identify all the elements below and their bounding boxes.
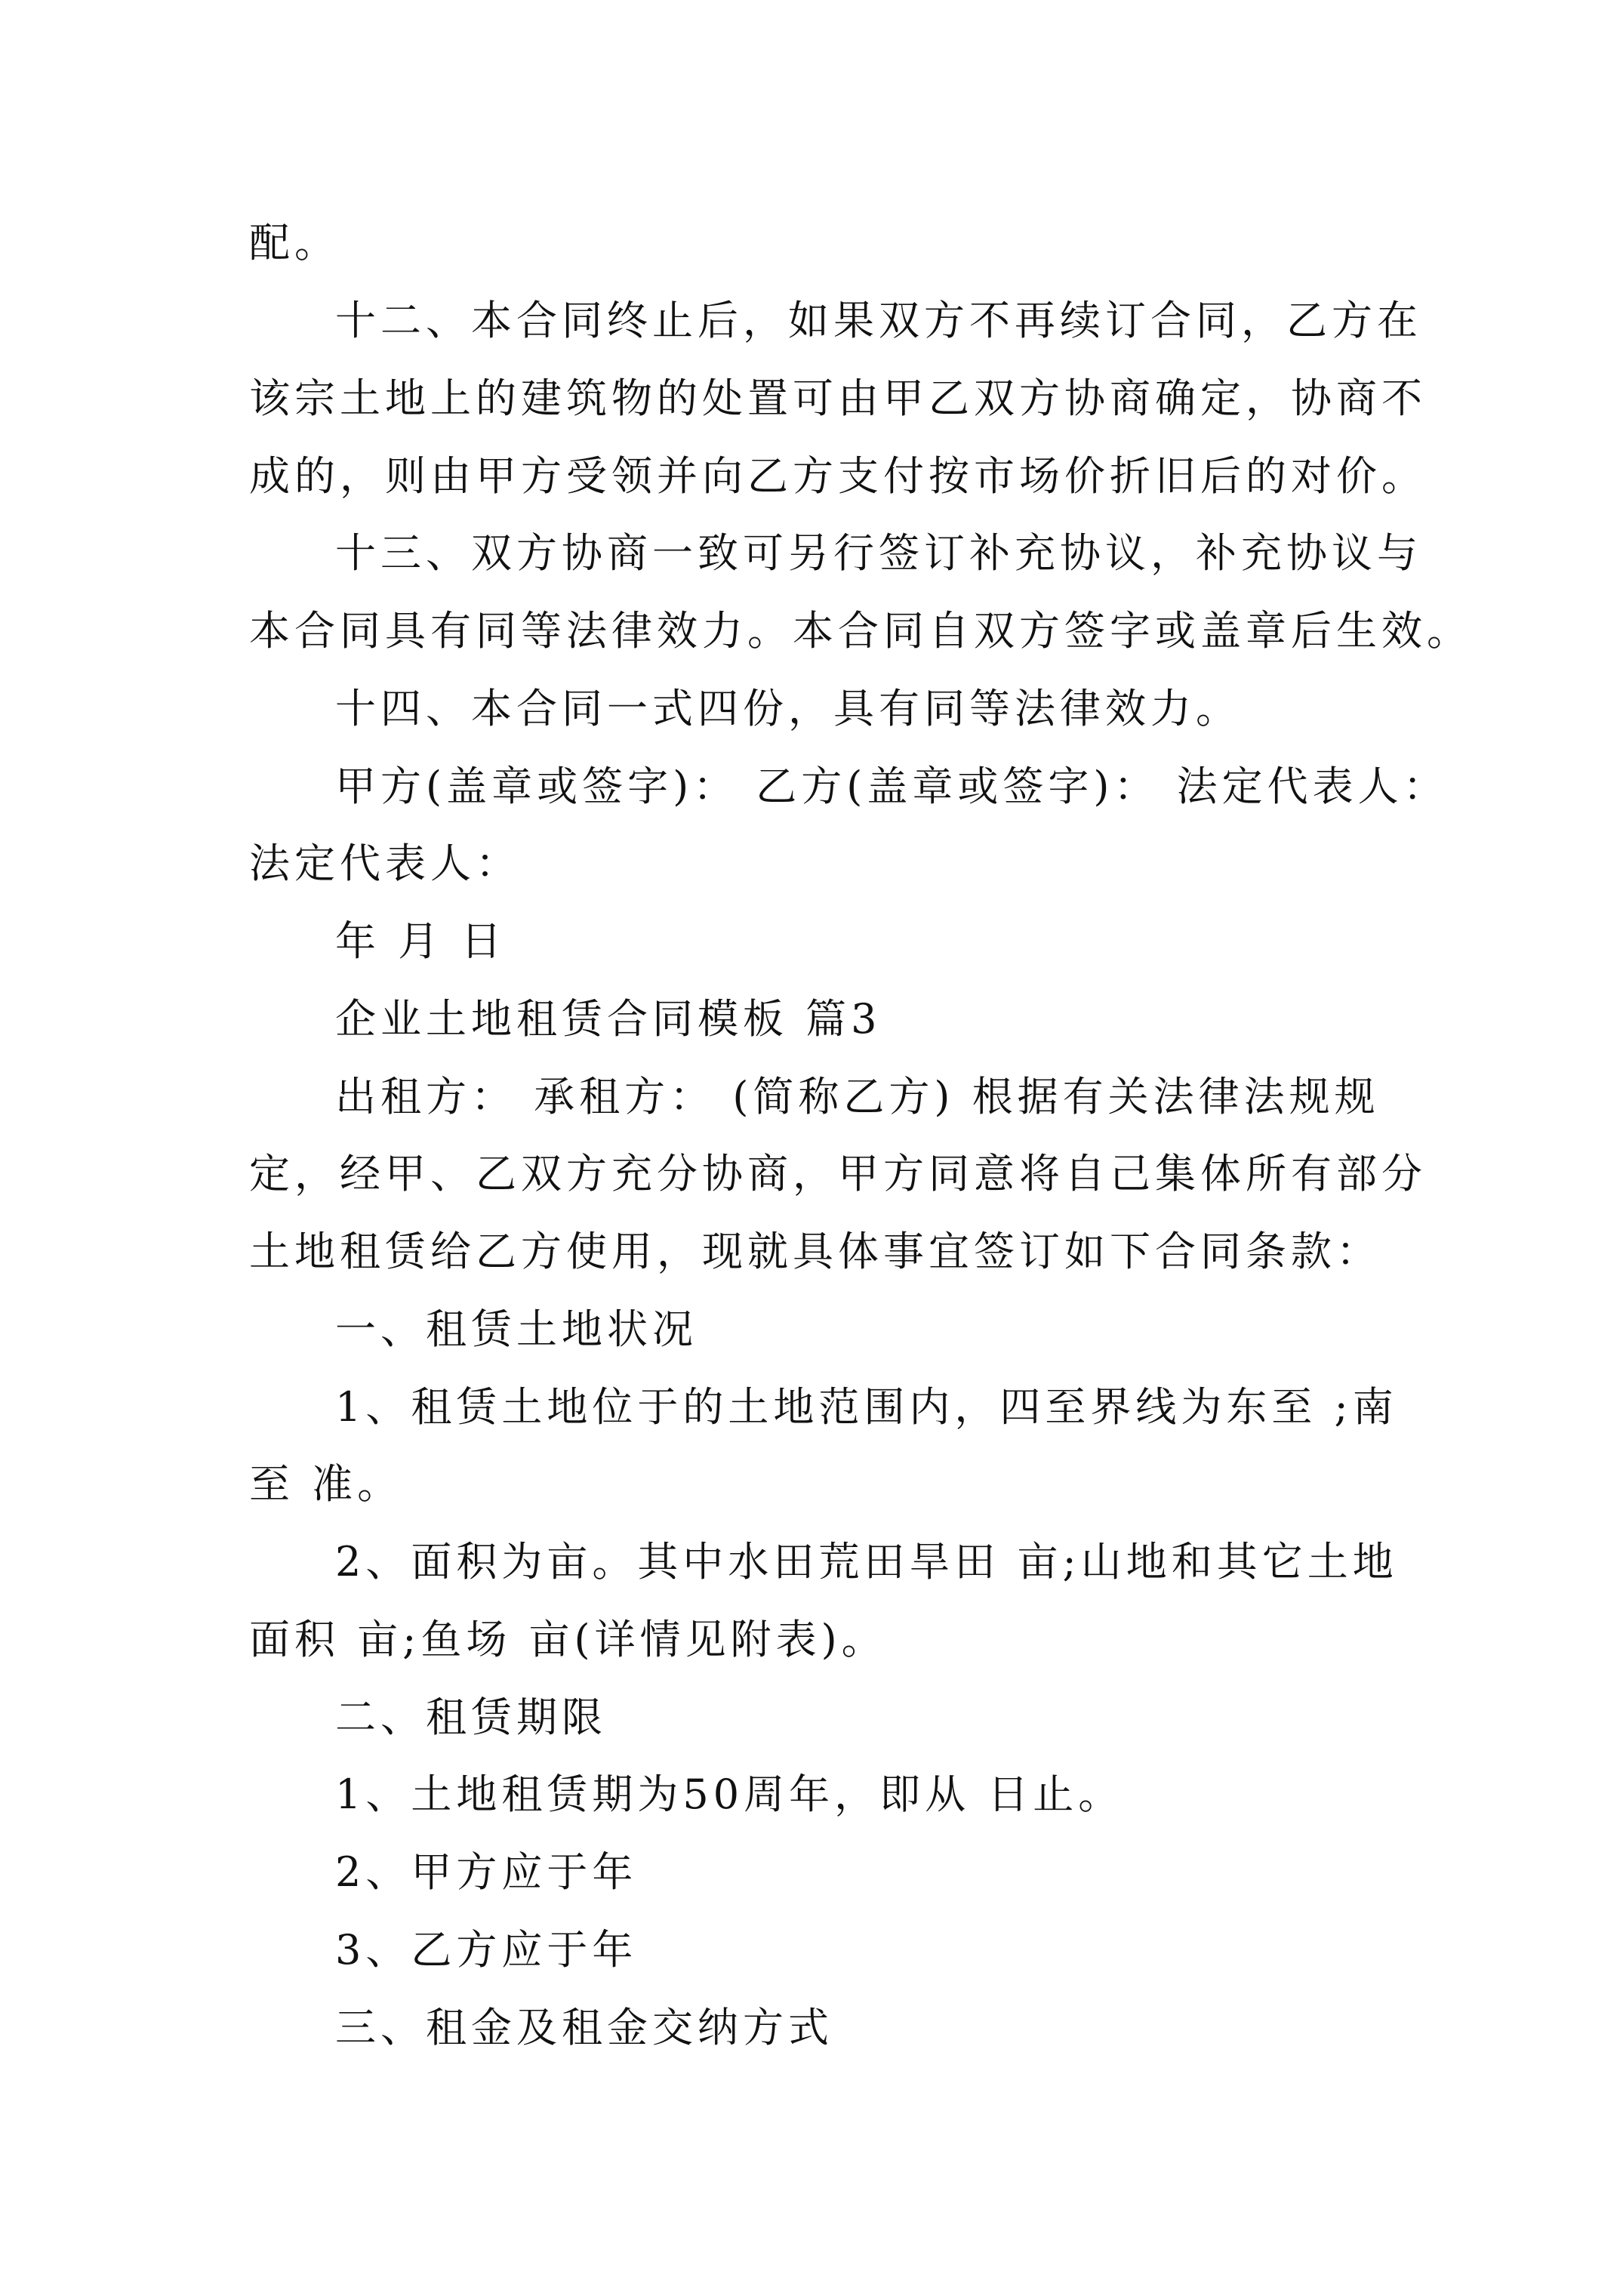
text-line: 十三、双方协商一致可另行签订补充协议，补充协议与 (335, 529, 1422, 577)
text-line: 配。 (249, 219, 340, 267)
text-line: 十二、本合同终止后，如果双方不再续订合同，乙方在 (335, 297, 1422, 344)
text-line: 法定代表人： (249, 840, 521, 887)
text-line: 土地租赁给乙方使用，现就具体事宜签订如下合同条款： (249, 1228, 1381, 1275)
text-line: 成的，则由甲方受领并向乙方支付按市场价折旧后的对价。 (249, 452, 1427, 500)
text-line: 该宗土地上的建筑物的处置可由甲乙双方协商确定，协商不 (249, 374, 1427, 422)
text-line: 定，经甲、乙双方充分协商，甲方同意将自己集体所有部分 (249, 1150, 1427, 1197)
clause-heading: 一、租赁土地状况 (335, 1305, 698, 1353)
text-line: 2、甲方应于年 (335, 1848, 638, 1896)
text-line: 十四、本合同一式四份，具有同等法律效力。 (335, 685, 1241, 732)
text-line: 1、土地租赁期为50周年，即从 日止。 (335, 1771, 1124, 1818)
text-line: 3、乙方应于年 (335, 1926, 638, 1974)
section-heading: 企业土地租赁合同模板 篇3 (335, 995, 882, 1043)
text-line: 本合同具有同等法律效力。本合同自双方签字或盖章后生效。 (249, 607, 1472, 655)
text-line: 甲方(盖章或签字)： 乙方(盖章或签字)： 法定代表人： (335, 763, 1449, 810)
date-line: 年 月 日 (335, 917, 507, 965)
text-line: 面积 亩;鱼场 亩(详情见附表)。 (249, 1616, 887, 1663)
clause-heading: 三、租金及租金交纳方式 (335, 2004, 833, 2051)
text-line: 2、面积为亩。其中水田荒田旱田 亩;山地和其它土地 (335, 1538, 1398, 1586)
text-line: 至 准。 (249, 1460, 403, 1508)
text-line: 1、租赁土地位于的土地范围内，四至界线为东至 ;南 (335, 1383, 1398, 1431)
text-line: 出租方： 承租方： (简称乙方) 根据有关法律法规规 (335, 1073, 1380, 1120)
clause-heading: 二、租赁期限 (335, 1693, 607, 1741)
